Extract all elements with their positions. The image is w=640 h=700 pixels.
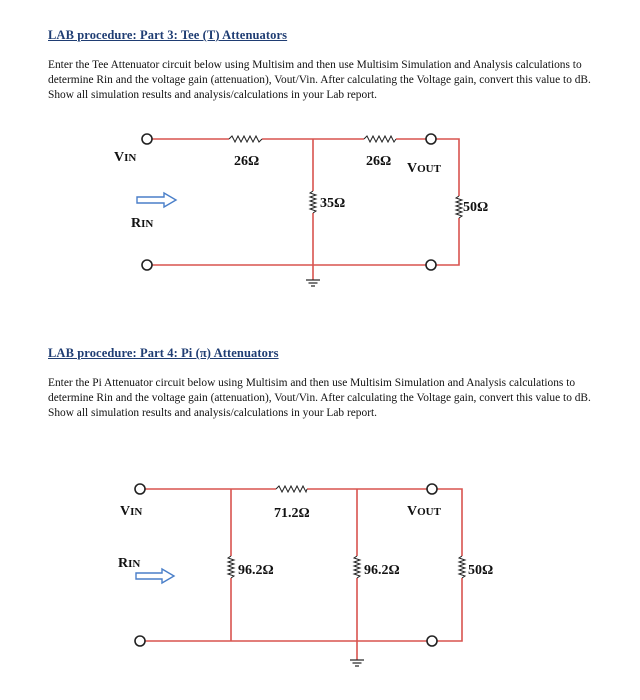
tee-r2-resistor-icon bbox=[364, 136, 396, 142]
pi-load-label: 50Ω bbox=[468, 563, 494, 578]
pi-ground-icon bbox=[350, 660, 364, 666]
pi-attenuator-circuit bbox=[0, 460, 640, 690]
tee-vin-label: VIN bbox=[114, 150, 137, 165]
tee-ground-icon bbox=[306, 280, 320, 286]
pi-series-resistor-icon bbox=[276, 486, 307, 492]
tee-load-label: 50Ω bbox=[463, 200, 489, 215]
tee-input-bottom-terminal bbox=[142, 260, 152, 270]
pi-output-wire bbox=[436, 489, 462, 556]
pi-output-top-terminal bbox=[427, 484, 437, 494]
pi-shunt2-label: 96.2Ω bbox=[364, 563, 400, 578]
part4-heading: LAB procedure: Part 4: Pi (π) Attenuators bbox=[48, 346, 279, 360]
tee-load-return-wire bbox=[434, 218, 459, 265]
pi-input-top-terminal bbox=[135, 484, 145, 494]
tee-output-top-terminal bbox=[426, 134, 436, 144]
tee-r3-resistor-icon bbox=[310, 191, 316, 213]
tee-r3-label: 35Ω bbox=[320, 196, 346, 211]
tee-r2-label: 26Ω bbox=[366, 154, 392, 169]
pi-series-label: 71.2Ω bbox=[274, 506, 310, 521]
pi-load-return-wire bbox=[436, 578, 462, 641]
pi-input-bottom-terminal bbox=[135, 636, 145, 646]
tee-rin-label: RIN bbox=[131, 216, 154, 231]
pi-load-resistor-icon bbox=[459, 556, 465, 578]
tee-r1-label: 26Ω bbox=[234, 154, 260, 169]
tee-input-top-terminal bbox=[142, 134, 152, 144]
part3-instructions: Enter the Tee Attenuator circuit below using Multisim and then use Multisim Simulation and Analysis calculations to determine Rin and the voltage gain (attenuation), Vout/Vin. After calculating the Voltage gain, convert this value to dB. Show all simulation results and analysis/calculations in your Lab report. bbox=[48, 59, 591, 101]
pi-vin-label: VIN bbox=[120, 504, 143, 519]
pi-shunt2-resistor-icon bbox=[354, 556, 360, 578]
tee-r1-resistor-icon bbox=[229, 136, 262, 142]
part4-instructions: Enter the Pi Attenuator circuit below using Multisim and then use Multisim Simulation and Analysis calculations to determine Rin and the voltage gain (attenuation), Vout/Vin. After calculating the Voltage gain, convert this value to dB. Show all simulation results and analysis/calculations in your Lab report. bbox=[48, 377, 591, 419]
pi-rin-arrow-icon bbox=[136, 569, 174, 583]
tee-load-resistor-icon bbox=[456, 196, 462, 218]
pi-shunt1-resistor-icon bbox=[228, 556, 234, 578]
pi-rin-label: RIN bbox=[118, 556, 141, 571]
tee-attenuator-circuit bbox=[0, 110, 640, 410]
pi-output-bottom-terminal bbox=[427, 636, 437, 646]
tee-vout-label: VOUT bbox=[407, 161, 441, 176]
tee-rin-arrow-icon bbox=[137, 193, 176, 207]
part3-heading: LAB procedure: Part 3: Tee (T) Attenuators bbox=[48, 28, 288, 42]
pi-shunt1-label: 96.2Ω bbox=[238, 563, 274, 578]
pi-vout-label: VOUT bbox=[407, 504, 441, 519]
tee-output-bottom-terminal bbox=[426, 260, 436, 270]
